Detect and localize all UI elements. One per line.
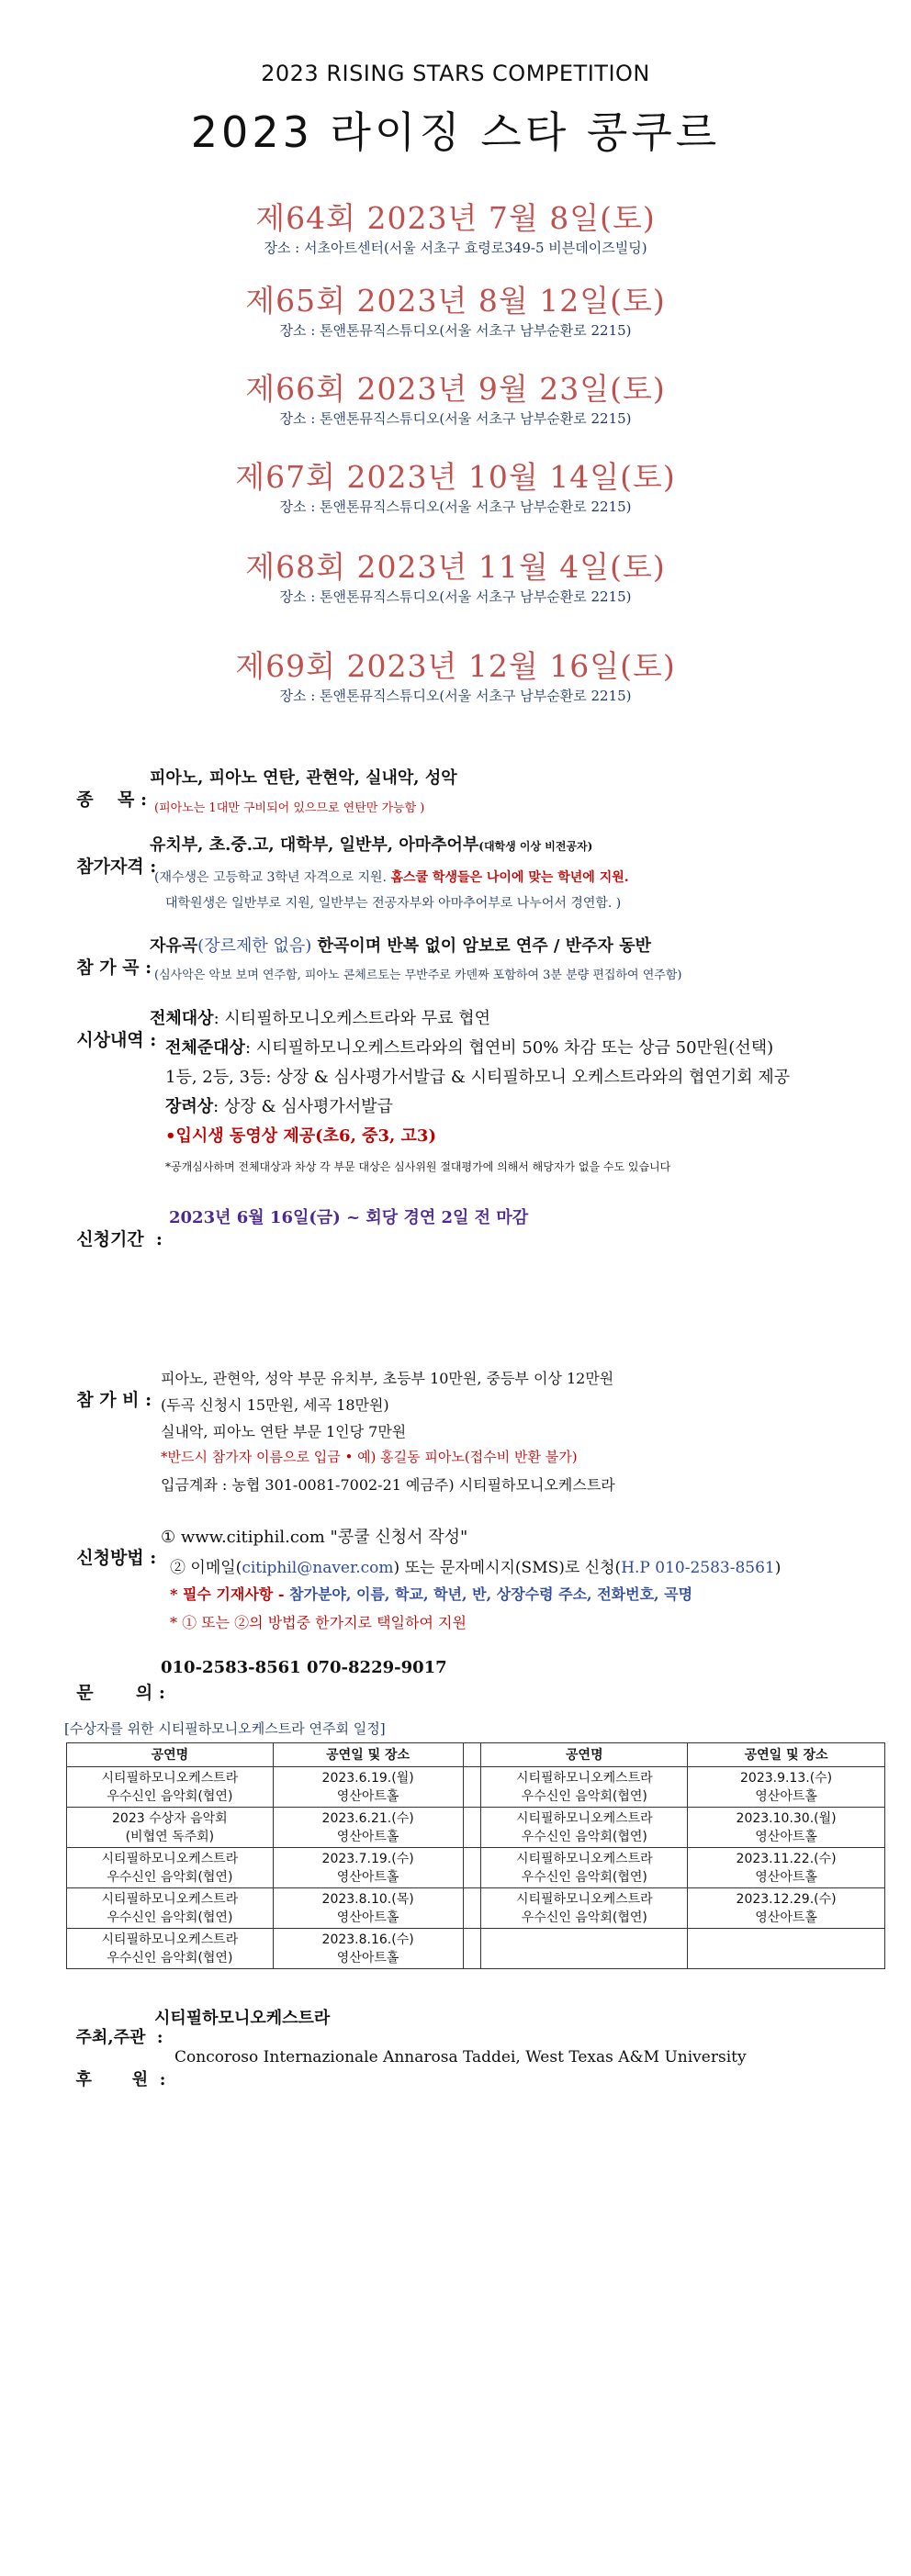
concert-name: 시티필하모니오케스트라 우수신인 음악회(협연) [67,1767,274,1808]
col-name-left: 공연명 [67,1743,274,1767]
method-line-2 [170,1554,781,1577]
sponsor-label-text: 후 원 [75,2070,149,2089]
method-line-4: * ① 또는 ②의 방법중 한가지로 택일하여 지원 [170,1614,467,1631]
col-gap [463,1743,481,1767]
method-line-1: ① www.citiphil.com "콩쿨 신청서 작성" [161,1528,468,1547]
contact-value: 010-2583-8561 070-8229-9017 [161,1658,447,1677]
pieces-label: 참 가 곡 : [76,958,158,978]
category-label-text: 종 목 [76,790,135,810]
fee-label: 참 가 비 : [76,1390,158,1410]
period-value: 2023년 6월 16일(금) ~ 회당 경연 2일 전 마감 [169,1208,529,1227]
concert-date: 2023.11.22.(수) 영산아트홀 [688,1848,885,1888]
table-row [67,1767,885,1808]
contact-label-text: 문 의 [76,1683,153,1703]
concert-name: 시티필하모니오케스트라 우수신인 음악회(협연) [67,1929,274,1969]
session-65 [0,277,911,340]
organizer-label: 주최,주관 : [75,2028,175,2047]
awards-second-desc: : 시티필하모니오케스트라와의 협연비 50% 차감 또는 상금 50만원(선택) [244,1038,774,1058]
table-row [67,1888,885,1929]
session-venue: 장소 : 톤앤톤뮤직스튜디오(서울 서초구 남부순환로 2215) [279,498,632,515]
session-67 [0,454,911,516]
eligibility-label-text: 참가자격 [76,857,144,877]
eligibility-label: 참가자격 : [76,857,163,877]
pieces-value [150,933,651,957]
pieces-note: (심사악은 악보 보며 연주함, 피아노 콘체르토는 무반주로 카덴짜 포함하여 3분 분량 편집하여 연주함) [154,969,682,982]
sponsor-value: Concoroso Internazionale Annarosa Taddei, West Texas A&M University [174,2048,747,2066]
schedule-heading: [수상자를 위한 시티필하모니오케스트라 연주회 일정] [64,1720,386,1737]
awards-encourage [165,1093,393,1117]
concert-date: 2023.6.21.(수) 영산아트홀 [273,1808,463,1848]
category-note: (피아노는 1대만 구비되어 있으므로 연탄만 가능함 ) [154,801,425,815]
concert-name: 시티필하모니오케스트라 우수신인 음악회(협연) [481,1808,688,1848]
session-venue: 장소 : 서초아트센터(서울 서초구 효령로349-5 비븐데이즈빌딩) [264,240,647,256]
table-row [67,1929,885,1969]
session-date: 제68회 2023년 11월 4일(토) [245,549,666,585]
category-label: 종 목 : [76,790,153,810]
method-email-link[interactable]: citiphil@naver.com [242,1559,394,1577]
awards-second-title: 전체준대상 [165,1038,245,1058]
concert-date: 2023.8.10.(목) 영산아트홀 [273,1888,463,1929]
awards-grand-title: 전체대상 [150,1009,214,1028]
eligibility-divisions: 유치부, 초.중.고, 대학부, 일반부, 아마추어부 [150,835,479,855]
sponsor-label: 후 원 : [75,2070,177,2089]
awards-encourage-title: 장려상 [165,1097,214,1116]
method-required-label: * 필수 기재사항 - [170,1585,290,1603]
concert-name: 시티필하모니오케스트라 우수신인 음악회(협연) [481,1848,688,1888]
empty-cell [481,1929,688,1969]
concert-name: 시티필하모니오케스트라 우수신인 음악회(협연) [67,1888,274,1929]
awards-label-text: 시상내역 [76,1030,144,1050]
concert-date: 2023.9.13.(수) 영산아트홀 [688,1767,885,1808]
session-date: 제65회 2023년 8월 12일(토) [245,283,666,319]
eligibility-amateur-note: (대학생 이상 비전공자) [478,840,593,853]
competition-title: 2023 라이징 스타 콩쿠르 [190,107,721,157]
session-69 [0,643,911,705]
fee-label-text: 참 가 비 [76,1390,140,1410]
eligibility-note-1a: (재수생은 고등학교 3학년 자격으로 지원. [154,870,391,885]
col-name-right: 공연명 [481,1743,688,1767]
contact-label: 문 의 : [76,1683,172,1703]
session-venue: 장소 : 톤앤톤뮤직스튜디오(서울 서초구 남부순환로 2215) [279,588,632,605]
eligibility-note-1b: 홈스쿨 학생들은 나이에 맞는 학년에 지원. [390,870,629,885]
empty-cell [688,1929,885,1969]
concert-date: 2023.7.19.(수) 영산아트홀 [273,1848,463,1888]
method-required-items: 참가분야, 이름, 학교, 학년, 반, 상장수령 주소, 전화번호, 곡명 [289,1585,693,1603]
session-68 [0,543,911,606]
session-date: 제67회 2023년 10월 14일(토) [235,459,676,495]
period-label: 신청기간 : [76,1229,175,1249]
awards-ranks: 1등, 2등, 3등: 상장 & 심사평가서발급 & 시티필하모니 오케스트라와의 협연기회 제공 [165,1068,791,1087]
method-email-prefix: ② 이메일( [170,1559,242,1577]
fee-line-3: 실내악, 피아노 연탄 부문 1인당 7만원 [161,1423,407,1440]
fee-line-4: *반드시 참가자 이름으로 입금 • 예) 홍길동 피아노(접수비 반환 불가) [161,1449,578,1465]
concert-date: 2023.12.29.(수) 영산아트홀 [688,1888,885,1929]
method-label-text: 신청방법 [76,1548,144,1568]
session-66 [0,365,911,428]
method-line-3 [170,1583,692,1604]
schedule-table [66,1742,885,1969]
concert-date: 2023.6.19.(월) 영산아트홀 [273,1767,463,1808]
method-label: 신청방법 : [76,1548,163,1568]
eligibility-note-1 [154,868,629,886]
col-date-left: 공연일 및 장소 [273,1743,463,1767]
awards-grand [150,1005,490,1029]
concert-date: 2023.10.30.(월) 영산아트홀 [688,1808,885,1848]
pieces-free: 자유곡 [150,936,198,956]
schedule-header-row [67,1743,885,1767]
concert-name: 시티필하모니오케스트라 우수신인 음악회(협연) [481,1767,688,1808]
concert-name: 시티필하모니오케스트라 우수신인 음악회(협연) [481,1888,688,1929]
pieces-label-text: 참 가 곡 [76,958,140,978]
concert-name: 2023 수상자 음악회 (비협연 독주회) [67,1808,274,1848]
fee-line-2: (두곡 신청시 15만원, 세곡 18만원) [161,1396,389,1414]
table-row [67,1808,885,1848]
awards-footnote: *공개심사하며 전체대상과 차상 각 부문 대상은 심사위원 절대평가에 의해서 해당자가 없을 수도 있습니다 [165,1160,671,1173]
pieces-rule: 한곡이며 반복 없이 암보로 연주 / 반주자 동반 [311,936,651,956]
organizer-value: 시티필하모니오케스트라 [154,2009,331,2028]
session-date: 제66회 2023년 9월 23일(토) [245,371,666,407]
competition-subtitle: 2023 RISING STARS COMPETITION [261,61,650,86]
eligibility-value [150,832,592,856]
table-row [67,1848,885,1888]
method-email-mid: ) 또는 문자메시지(SMS)로 신청( [393,1559,622,1577]
session-venue: 장소 : 톤앤톤뮤직스튜디오(서울 서초구 남부순환로 2215) [279,410,632,427]
session-venue: 장소 : 톤앤톤뮤직스튜디오(서울 서초구 남부순환로 2215) [279,322,632,339]
pieces-genre: (장르제한 없음) [197,936,312,956]
session-date: 제64회 2023년 7월 8일(토) [255,200,656,236]
method-phone: H.P 010-2583-8561 [621,1559,775,1577]
organizer-label-text: 주최,주관 [75,2028,146,2047]
concert-name: 시티필하모니오케스트라 우수신인 음악회(협연) [67,1848,274,1888]
eligibility-note-2: 대학원생은 일반부로 지원, 일반부는 전공자부와 아마추어부로 나누어서 경연함. ) [165,896,622,911]
session-64 [0,195,911,257]
awards-video: •입시생 동영상 제공(초6, 중3, 고3) [165,1126,436,1146]
session-venue: 장소 : 톤앤톤뮤직스튜디오(서울 서초구 남부순환로 2215) [279,688,632,704]
awards-encourage-desc: : 상장 & 심사평가서발급 [213,1097,393,1116]
concert-date: 2023.8.16.(수) 영산아트홀 [273,1929,463,1969]
col-date-right: 공연일 및 장소 [688,1743,885,1767]
session-date: 제69회 2023년 12월 16일(토) [235,648,676,684]
awards-second [165,1035,773,1058]
fee-line-1: 피아노, 관현악, 성악 부문 유치부, 초등부 10만원, 중등부 이상 12만원 [161,1370,614,1387]
period-label-text: 신청기간 [76,1229,144,1249]
awards-label: 시상내역 : [76,1030,163,1050]
awards-grand-desc: : 시티필하모니오케스트라와 무료 협연 [213,1009,490,1028]
category-value: 피아노, 피아노 연탄, 관현악, 실내악, 성악 [150,768,457,788]
fee-account: 입금계좌 : 농협 301-0081-7002-21 예금주) 시티필하모니오케스트라 [161,1476,615,1494]
method-email-end: ) [774,1559,782,1577]
